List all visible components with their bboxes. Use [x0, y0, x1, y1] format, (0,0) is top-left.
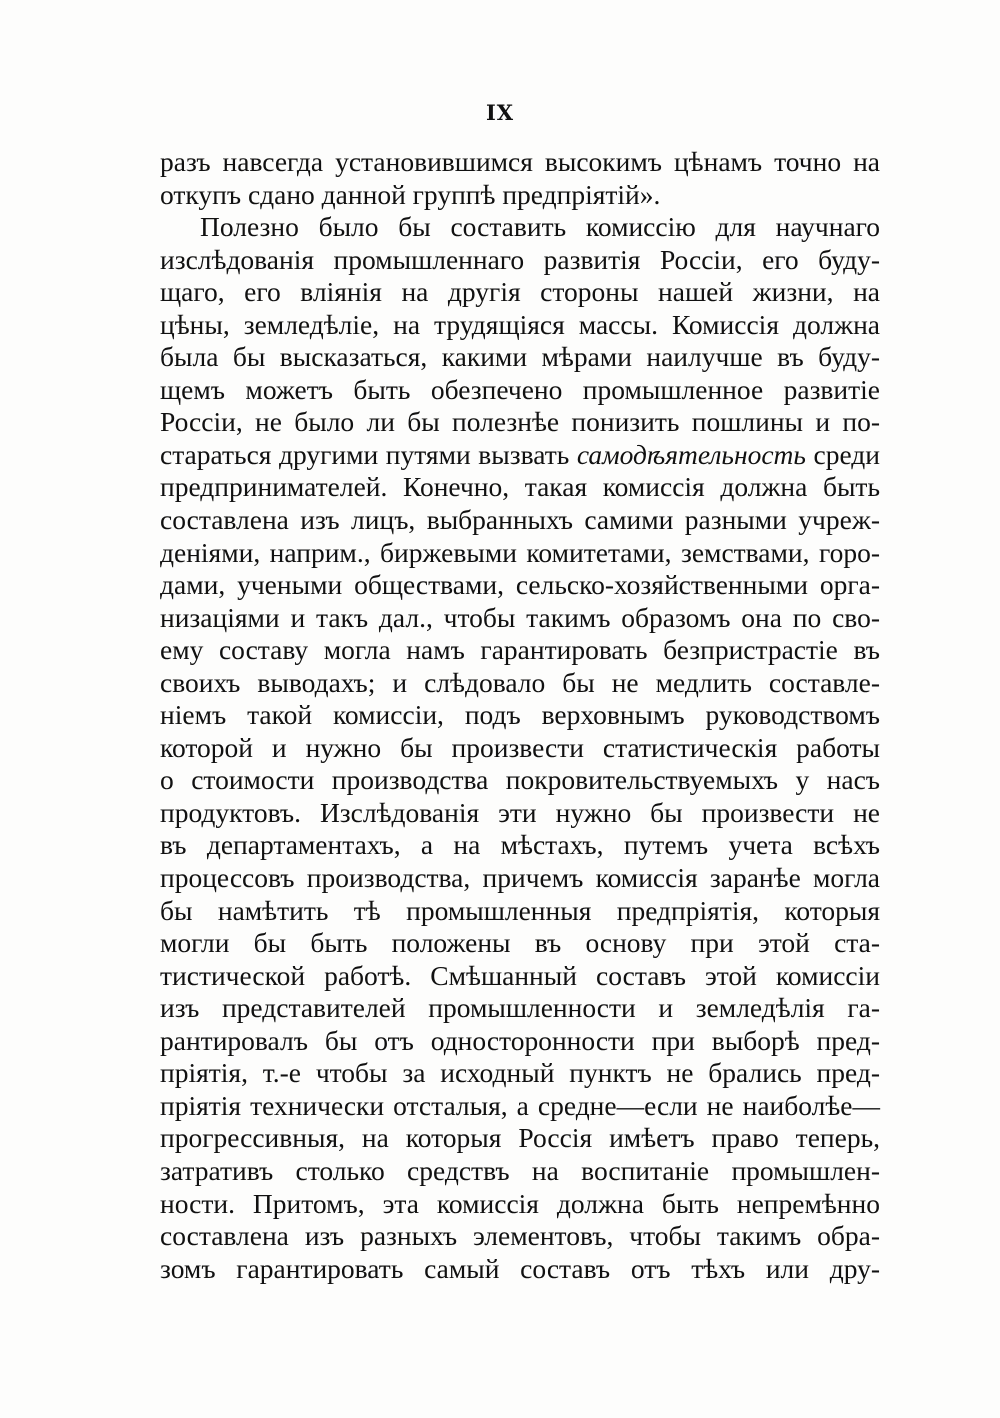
- text-line: откупъ сдано данной группѣ предпріятій».: [160, 178, 661, 210]
- text-line: ніемъ такой комиссіи, подъ верховнымъ руководствомъ: [160, 699, 880, 731]
- text-line: тистической работѣ. Смѣшанный составъ этой комиссіи: [160, 959, 880, 991]
- text-line: дами, учеными обществами, сельско-хозяйственными орга-: [160, 569, 880, 601]
- text-line: о стоимости производства покровительствуемыхъ у насъ: [160, 764, 880, 796]
- page-number: IX: [485, 100, 515, 125]
- body-text: [160, 146, 880, 1285]
- text-line-with-emphasis: [160, 439, 880, 472]
- text-line: Полезно было бы составить комиссію для научнаго: [200, 211, 880, 243]
- emphasized-word: самодѣятельность: [576, 438, 806, 470]
- text-line: разъ навсегда установившимся высокимъ цѣнамъ точно на: [160, 146, 880, 177]
- text-line: составлена изъ лицъ, выбранныхъ самими разными учреж-: [160, 504, 880, 536]
- text-line: щаго, его вліянія на другія стороны нашей жизни, на: [160, 276, 880, 308]
- text-line: изъ представителей промышленности и земледѣлія га-: [160, 992, 880, 1024]
- text-line: прогрессивныя, на которыя Россія имѣетъ право теперь,: [160, 1122, 880, 1154]
- text-line: которой и нужно бы произвести статистическія работы: [160, 731, 880, 763]
- text-line: бы намѣтить тѣ промышленныя предпріятія, которыя: [160, 894, 880, 926]
- text-line: пріятія технически отсталыя, а средне—если не наиболѣе—: [160, 1089, 880, 1121]
- text-fragment: стараться другими путями вызвать: [160, 438, 577, 470]
- text-line: могли бы быть положены въ основу при этой ста-: [160, 927, 880, 959]
- text-line: предпринимателей. Конечно, такая комиссія должна быть: [160, 471, 880, 503]
- text-line: зомъ гарантировать самый составъ отъ тѣхъ или дру-: [160, 1252, 880, 1284]
- text-line: Россіи, не было ли бы полезнѣе понизить пошлины и по-: [160, 406, 880, 438]
- text-line: ему составу могла намъ гарантировать безпристрастіе въ: [160, 634, 880, 666]
- text-line: процессовъ производства, причемъ комиссія заранѣе могла: [160, 862, 880, 894]
- text-line: своихъ выводахъ; и слѣдовало бы не медлить составле-: [160, 666, 880, 698]
- text-line: цѣны, земледѣліе, на трудящіяся массы. Комиссія должна: [160, 308, 880, 340]
- text-line: затративъ столько средствъ на воспитаніе промышлен-: [160, 1154, 880, 1186]
- text-fragment: среди: [805, 438, 880, 470]
- text-line: въ департаментахъ, а на мѣстахъ, путемъ учета всѣхъ: [160, 829, 880, 861]
- text-line: изслѣдованія промышленнаго развитія Россіи, его буду-: [160, 243, 880, 275]
- text-line: деніями, наприм., биржевыми комитетами, земствами, горо-: [160, 536, 880, 568]
- text-line: пріятія, т.-е чтобы за исходный пунктъ не брались пред-: [160, 1057, 880, 1089]
- text-line: низаціями и такъ дал., чтобы такимъ образомъ она по сво-: [160, 601, 880, 633]
- text-line: щемъ можетъ быть обезпечено промышленное развитіе: [160, 373, 880, 405]
- text-line: была бы высказаться, какими мѣрами наилучше въ буду-: [160, 341, 880, 373]
- text-line: рантировалъ бы отъ односторонности при выборѣ пред-: [160, 1024, 880, 1056]
- text-line: продуктовъ. Изслѣдованія эти нужно бы произвести не: [160, 796, 880, 828]
- text-line: составлена изъ разныхъ элементовъ, чтобы такимъ обра-: [160, 1220, 880, 1252]
- text-line: ности. Притомъ, эта комиссія должна быть непремѣнно: [160, 1187, 880, 1219]
